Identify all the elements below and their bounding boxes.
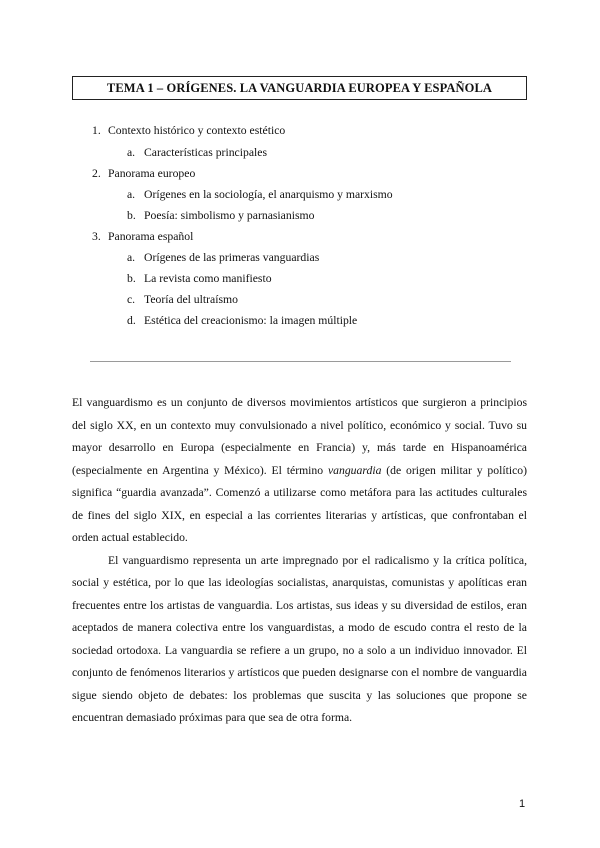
outline-subitem: a. Orígenes en la sociología, el anarquismo y marxismo bbox=[127, 188, 393, 201]
outline-subitem: a. Orígenes de las primeras vanguardias bbox=[127, 251, 320, 264]
outline-subitem: b. La revista como manifiesto bbox=[127, 272, 272, 285]
outline-subitem: d. Estética del creacionismo: la imagen múltiple bbox=[127, 314, 358, 327]
outline-item: 3. Panorama español bbox=[92, 230, 194, 243]
outline-subitem: a. Características principales bbox=[127, 146, 267, 159]
outline-item: 1. Contexto histórico y contexto estético bbox=[92, 124, 286, 137]
paragraph: El vanguardismo es un conjunto de diversos movimientos artísticos que surgieron a principios del siglo XX, en un contexto muy convulsionado a nivel político, económico y social. Tuvo su mayor desarrollo en Europa (especialmente en Francia) y, más tarde en Hispanoamérica (especialmente en Argentina y México). El término vanguardia (de origen militar y político) significa “guardia avanzada”. Comenzó a utilizarse como metáfora para las actitudes culturales de fines del siglo XIX, en especial a las corrientes literarias y artísticas, que confrontaban el orden actual establecido. bbox=[72, 396, 527, 544]
section-divider bbox=[90, 361, 511, 362]
italic-term: vanguardia bbox=[327, 463, 382, 477]
page-number: 1 bbox=[519, 798, 526, 810]
title-box bbox=[72, 76, 527, 100]
paragraph: El vanguardismo representa un arte impregnado por el radicalismo y la crítica política, social y estética, por lo que las ideologías socialistas, anarquistas, comunistas y apolíticas eran frecuentes entre los artistas de vanguardia. Los artistas, sus ideas y su diversidad de estilos, eran aceptados de manera colectiva entre los vanguardistas, a modo de escudo contra el resto de la sociedad ortodoxa. La vanguardia se refiere a un grupo, no a solo a un individuo innovador. El conjunto de fenómenos literarios y artísticos que pueden designarse con el nombre de vanguardia sigue siendo objeto de debates: los problemas que suscita y las soluciones que propone se encuentran demasiado próximas para que sea de otra forma. bbox=[72, 553, 527, 724]
outline-subitem: c. Teoría del ultraísmo bbox=[127, 293, 238, 306]
document-title: TEMA 1 – ORÍGENES. LA VANGUARDIA EUROPEA Y ESPAÑOLA bbox=[106, 80, 493, 95]
body-text bbox=[72, 392, 527, 730]
outline-subitem: b. Poesía: simbolismo y parnasianismo bbox=[127, 209, 315, 222]
outline-item: 2. Panorama europeo bbox=[92, 167, 196, 180]
